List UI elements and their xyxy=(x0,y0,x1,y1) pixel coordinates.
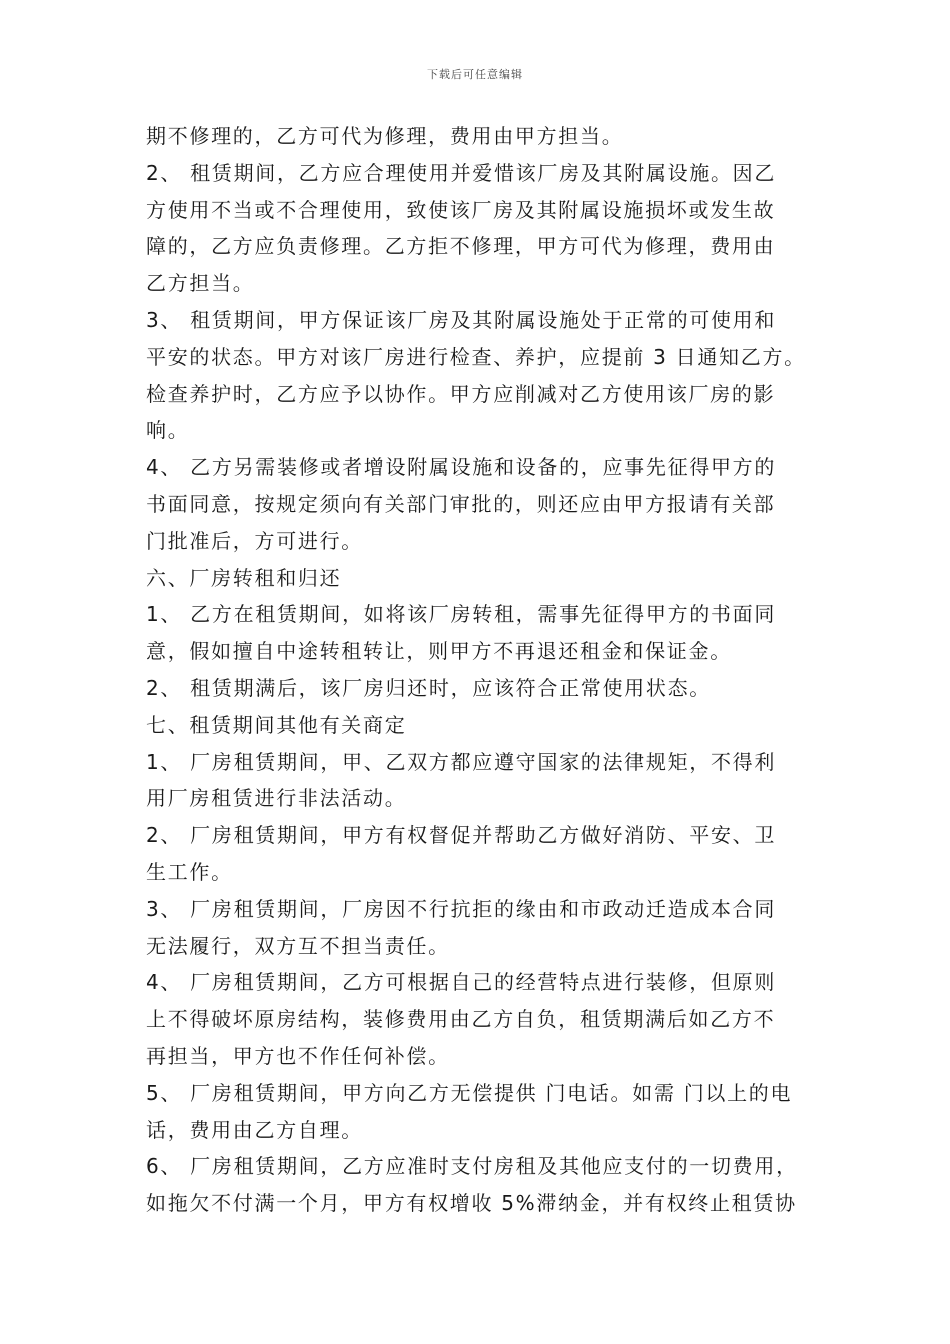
text-line: 再担当，甲方也不作任何补偿。 xyxy=(146,1043,450,1068)
text-line: 4、 厂房租赁期间，乙方可根据自己的经营特点进行装修，但原则 xyxy=(146,970,777,995)
page-header: 下载后可任意编辑 xyxy=(427,68,523,81)
section-heading: 六、厂房转租和归还 xyxy=(146,565,342,590)
section-heading: 七、租赁期间其他有关商定 xyxy=(146,712,407,737)
text-line: 2、 租赁期间，乙方应合理使用并爱惜该厂房及其附属设施。因乙 xyxy=(146,160,777,185)
text-line: 方使用不当或不合理使用，致使该厂房及其附属设施损坏或发生故 xyxy=(146,197,776,222)
text-line: 检查养护时，乙方应予以协作。甲方应削减对乙方使用该厂房的影 xyxy=(146,381,776,406)
text-line: 2、 厂房租赁期间，甲方有权督促并帮助乙方做好消防、平安、卫 xyxy=(146,823,777,848)
text-line: 用厂房租赁进行非法活动。 xyxy=(146,786,407,811)
text-line: 障的，乙方应负责修理。乙方拒不修理，甲方可代为修理，费用由 xyxy=(146,234,776,259)
text-line: 1、 厂房租赁期间，甲、乙双方都应遵守国家的法律规矩，不得利 xyxy=(146,749,777,774)
text-line: 响。 xyxy=(146,418,190,443)
text-line: 期不修理的，乙方可代为修理，费用由甲方担当。 xyxy=(146,124,624,148)
text-line: 3、 厂房租赁期间，厂房因不行抗拒的缘由和市政动迁造成本合同 xyxy=(146,896,777,921)
document-body xyxy=(146,118,846,1222)
text-line: 门批准后，方可进行。 xyxy=(146,528,363,553)
text-line: 生工作。 xyxy=(146,859,233,884)
text-line: 平安的状态。甲方对该厂房进行检查、养护，应提前 3 日通知乙方。 xyxy=(146,344,806,369)
text-line: 5、 厂房租赁期间，甲方向乙方无偿提供 门电话。如需 门以上的电 xyxy=(146,1080,793,1105)
text-line: 上不得破坏原房结构，装修费用由乙方自负，租赁期满后如乙方不 xyxy=(146,1007,776,1032)
text-line: 书面同意，按规定须向有关部门审批的，则还应由甲方报请有关部 xyxy=(146,491,776,516)
text-line: 6、 厂房租赁期间，乙方应准时支付房租及其他应支付的一切费用， xyxy=(146,1154,798,1179)
text-line: 如拖欠不付满一个月，甲方有权增收 5%滞纳金，并有权终止租赁协 xyxy=(146,1191,797,1216)
text-line: 乙方担当。 xyxy=(146,271,255,296)
text-line: 4、 乙方另需装修或者增设附属设施和设备的，应事先征得甲方的 xyxy=(146,455,777,480)
text-line: 意，假如擅自中途转租转让，则甲方不再退还租金和保证金。 xyxy=(146,639,732,664)
text-line: 话，费用由乙方自理。 xyxy=(146,1117,363,1142)
text-line: 3、 租赁期间，甲方保证该厂房及其附属设施处于正常的可使用和 xyxy=(146,307,777,332)
text-line: 2、 租赁期满后，该厂房归还时，应该符合正常使用状态。 xyxy=(146,675,711,700)
text-line: 无法履行，双方互不担当责任。 xyxy=(146,933,450,958)
text-line: 1、 乙方在租赁期间，如将该厂房转租，需事先征得甲方的书面同 xyxy=(146,602,777,627)
